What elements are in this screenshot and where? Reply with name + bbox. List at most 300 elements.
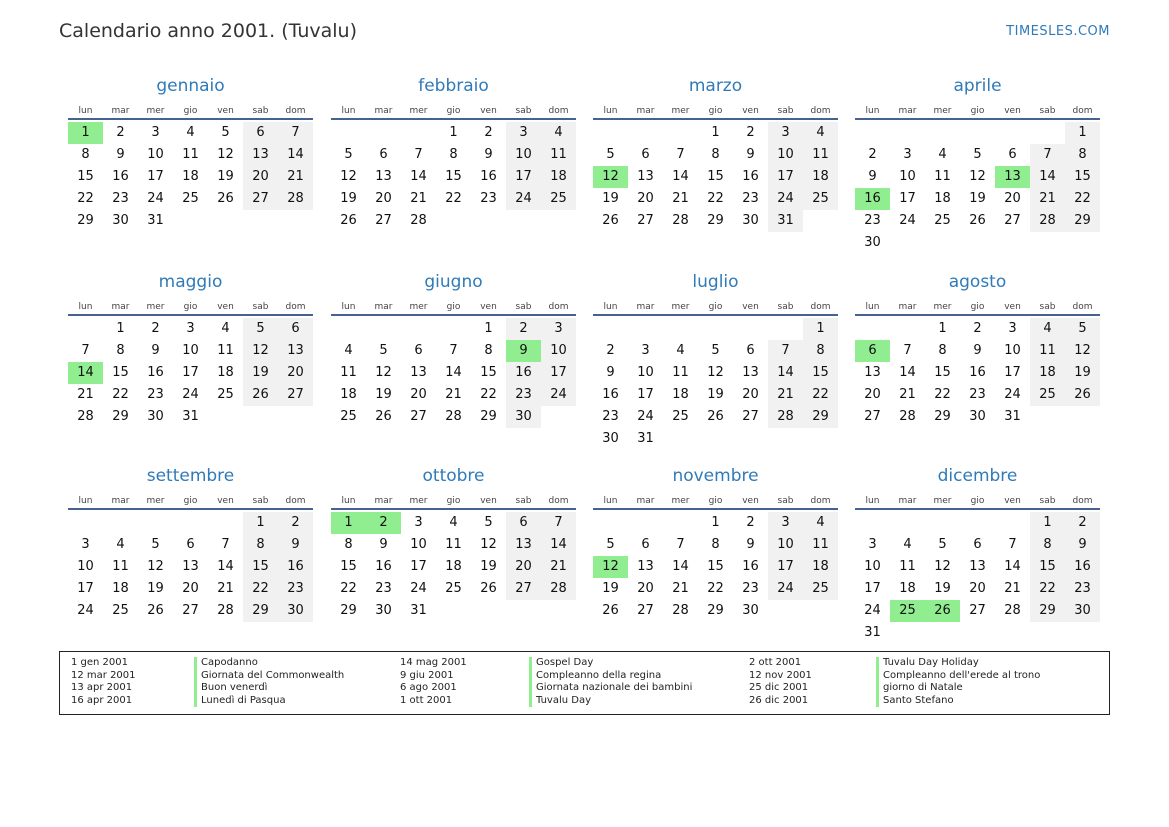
day-cell[interactable]: 11	[112, 559, 129, 574]
day-cell[interactable]: 7	[676, 147, 685, 162]
day-cell[interactable]: 9	[1065, 534, 1100, 556]
day-cell[interactable]: 13	[506, 534, 541, 556]
day-cell[interactable]: 9	[379, 537, 388, 552]
day-cell[interactable]: 19	[1065, 362, 1100, 384]
day-cell[interactable]: 9	[746, 537, 755, 552]
day-cell[interactable]: 27	[742, 409, 759, 424]
day-cell[interactable]: 3	[186, 321, 195, 336]
day-cell[interactable]: 21	[899, 387, 916, 402]
day-cell[interactable]: 4	[903, 537, 912, 552]
day-cell[interactable]: 3	[1008, 321, 1017, 336]
day-cell[interactable]: 30	[742, 213, 759, 228]
day-cell[interactable]: 15	[707, 559, 724, 574]
day-cell[interactable]: 28	[1004, 603, 1021, 618]
day-cell[interactable]: 11	[182, 147, 199, 162]
day-cell[interactable]: 23	[1065, 578, 1100, 600]
day-cell[interactable]: 19	[602, 191, 619, 206]
day-cell[interactable]: 31	[410, 603, 427, 618]
day-cell[interactable]: 24	[506, 188, 541, 210]
day-cell[interactable]: 5	[344, 147, 353, 162]
day-cell[interactable]: 5	[484, 515, 493, 530]
day-cell[interactable]: 18	[803, 166, 838, 188]
day-cell[interactable]: 10	[506, 144, 541, 166]
day-cell[interactable]: 6	[973, 537, 982, 552]
day-cell[interactable]: 11	[934, 169, 951, 184]
day-cell[interactable]: 8	[243, 534, 278, 556]
day-cell[interactable]: 30	[375, 603, 392, 618]
day-cell[interactable]: 26	[375, 409, 392, 424]
day-cell[interactable]: 22	[707, 581, 724, 596]
day-cell[interactable]: 23	[742, 581, 759, 596]
day-cell[interactable]: 23	[864, 213, 881, 228]
day-cell[interactable]: 26	[217, 191, 234, 206]
day-cell[interactable]: 14	[217, 559, 234, 574]
day-cell[interactable]: 7	[1030, 144, 1065, 166]
day-cell[interactable]: 21	[672, 581, 689, 596]
day-cell[interactable]: 15	[1030, 556, 1065, 578]
day-cell[interactable]: 10	[541, 340, 576, 362]
day-cell[interactable]: 17	[864, 581, 881, 596]
day-cell[interactable]: 17	[77, 581, 94, 596]
day-cell[interactable]: 16	[1065, 556, 1100, 578]
day-cell[interactable]: 21	[672, 191, 689, 206]
day-cell[interactable]: 11	[803, 534, 838, 556]
day-cell[interactable]: 1	[484, 321, 493, 336]
day-cell[interactable]: 18	[1030, 362, 1065, 384]
day-cell[interactable]: 28	[77, 409, 94, 424]
day-cell[interactable]: 22	[803, 384, 838, 406]
day-cell[interactable]: 15	[340, 559, 357, 574]
day-cell[interactable]: 8	[1065, 144, 1100, 166]
day-cell[interactable]: 17	[147, 169, 164, 184]
day-cell[interactable]: 19	[969, 191, 986, 206]
day-cell[interactable]: 21	[445, 387, 462, 402]
day-cell[interactable]: 5	[973, 147, 982, 162]
day-cell[interactable]: 3	[81, 537, 90, 552]
day-cell[interactable]: 1	[1030, 512, 1065, 534]
day-cell[interactable]: 21	[1004, 581, 1021, 596]
day-cell[interactable]: 17	[541, 362, 576, 384]
day-cell[interactable]: 1	[803, 318, 838, 340]
day-cell[interactable]: 17	[506, 166, 541, 188]
day-cell[interactable]: 25	[1030, 384, 1065, 406]
day-cell[interactable]: 27	[1004, 213, 1021, 228]
day-cell[interactable]: 4	[938, 147, 947, 162]
day-cell[interactable]: 6	[641, 537, 650, 552]
day-cell[interactable]: 15	[707, 169, 724, 184]
day-cell[interactable]: 15	[445, 169, 462, 184]
day-cell[interactable]: 9	[746, 147, 755, 162]
day-cell[interactable]: 2	[1065, 512, 1100, 534]
day-cell[interactable]: 24	[637, 409, 654, 424]
day-cell[interactable]: 20	[506, 556, 541, 578]
day-cell[interactable]: 18	[803, 556, 838, 578]
day-cell[interactable]: 18	[182, 169, 199, 184]
day-cell[interactable]: 11	[803, 144, 838, 166]
day-cell[interactable]: 7	[676, 537, 685, 552]
day-cell[interactable]: 5	[221, 125, 230, 140]
day-cell[interactable]: 7	[278, 122, 313, 144]
day-cell[interactable]: 24	[899, 213, 916, 228]
day-cell[interactable]: 19	[147, 581, 164, 596]
day-cell[interactable]: 5	[606, 147, 615, 162]
day-cell[interactable]: 26	[340, 213, 357, 228]
day-cell[interactable]: 28	[217, 603, 234, 618]
day-cell[interactable]: 12	[969, 169, 986, 184]
day-cell[interactable]: 17	[182, 365, 199, 380]
day-cell[interactable]: 5	[938, 537, 947, 552]
day-cell[interactable]: 3	[541, 318, 576, 340]
day-cell[interactable]: 15	[243, 556, 278, 578]
day-cell[interactable]: 6	[186, 537, 195, 552]
day-cell[interactable]: 2	[868, 147, 877, 162]
day-cell[interactable]: 18	[112, 581, 129, 596]
day-cell[interactable]: 1	[1065, 122, 1100, 144]
day-cell[interactable]: 25	[445, 581, 462, 596]
day-cell[interactable]: 25	[803, 188, 838, 210]
day-cell[interactable]: 9	[973, 343, 982, 358]
day-cell[interactable]: 6	[506, 512, 541, 534]
day-cell[interactable]: 28	[410, 213, 427, 228]
day-cell[interactable]: 24	[768, 578, 803, 600]
day-cell[interactable]: 5	[606, 537, 615, 552]
day-cell[interactable]: 24	[147, 191, 164, 206]
day-cell[interactable]: 10	[864, 559, 881, 574]
day-cell[interactable]: 12	[340, 169, 357, 184]
day-cell[interactable]: 28	[672, 603, 689, 618]
day-cell[interactable]: 16	[602, 387, 619, 402]
day-cell[interactable]: 13	[864, 365, 881, 380]
day-cell[interactable]: 28	[278, 188, 313, 210]
day-cell[interactable]: 3	[868, 537, 877, 552]
day-cell[interactable]: 8	[344, 537, 353, 552]
day-cell[interactable]: 4	[221, 321, 230, 336]
day-cell[interactable]: 26	[147, 603, 164, 618]
day-cell[interactable]: 4	[676, 343, 685, 358]
day-cell[interactable]: 25	[890, 600, 925, 622]
day-cell[interactable]: 9	[116, 147, 125, 162]
day-cell[interactable]: 6	[278, 318, 313, 340]
day-cell[interactable]: 20	[864, 387, 881, 402]
day-cell[interactable]: 18	[541, 166, 576, 188]
day-cell[interactable]: 24	[182, 387, 199, 402]
day-cell[interactable]: 8	[938, 343, 947, 358]
day-cell[interactable]: 31	[768, 210, 803, 232]
day-cell[interactable]: 27	[864, 409, 881, 424]
day-cell[interactable]: 26	[243, 384, 278, 406]
day-cell[interactable]: 12	[147, 559, 164, 574]
day-cell[interactable]: 29	[112, 409, 129, 424]
day-cell[interactable]: 24	[1004, 387, 1021, 402]
day-cell[interactable]: 12	[217, 147, 234, 162]
day-cell[interactable]: 4	[1030, 318, 1065, 340]
day-cell[interactable]: 7	[414, 147, 423, 162]
day-cell[interactable]: 20	[278, 362, 313, 384]
day-cell[interactable]: 18	[217, 365, 234, 380]
day-cell[interactable]: 10	[147, 147, 164, 162]
day-cell[interactable]: 20	[637, 581, 654, 596]
day-cell[interactable]: 13	[182, 559, 199, 574]
day-cell[interactable]: 23	[742, 191, 759, 206]
day-cell[interactable]: 18	[445, 559, 462, 574]
day-cell[interactable]: 20	[969, 581, 986, 596]
day-cell[interactable]: 9	[606, 365, 615, 380]
day-cell[interactable]: 2	[116, 125, 125, 140]
day-cell[interactable]: 20	[182, 581, 199, 596]
day-cell[interactable]: 13	[278, 340, 313, 362]
day-cell[interactable]: 20	[410, 387, 427, 402]
day-cell[interactable]: 31	[1004, 409, 1021, 424]
day-cell[interactable]: 11	[899, 559, 916, 574]
day-cell[interactable]: 25	[112, 603, 129, 618]
day-cell[interactable]: 7	[541, 512, 576, 534]
day-cell[interactable]: 19	[934, 581, 951, 596]
day-cell[interactable]: 29	[707, 603, 724, 618]
day-cell[interactable]: 12	[593, 556, 628, 578]
day-cell[interactable]: 1	[116, 321, 125, 336]
day-cell[interactable]: 22	[1065, 188, 1100, 210]
day-cell[interactable]: 15	[77, 169, 94, 184]
day-cell[interactable]: 10	[77, 559, 94, 574]
day-cell[interactable]: 23	[506, 384, 541, 406]
day-cell[interactable]: 14	[1004, 559, 1021, 574]
day-cell[interactable]: 6	[855, 340, 890, 362]
day-cell[interactable]: 29	[707, 213, 724, 228]
day-cell[interactable]: 14	[672, 169, 689, 184]
day-cell[interactable]: 11	[1030, 340, 1065, 362]
day-cell[interactable]: 18	[934, 191, 951, 206]
day-cell[interactable]: 8	[81, 147, 90, 162]
day-cell[interactable]: 28	[541, 578, 576, 600]
day-cell[interactable]: 15	[934, 365, 951, 380]
day-cell[interactable]: 19	[340, 191, 357, 206]
day-cell[interactable]: 28	[672, 213, 689, 228]
day-cell[interactable]: 14	[445, 365, 462, 380]
day-cell[interactable]: 26	[1065, 384, 1100, 406]
day-cell[interactable]: 14	[672, 559, 689, 574]
day-cell[interactable]: 14	[278, 144, 313, 166]
day-cell[interactable]: 22	[112, 387, 129, 402]
day-cell[interactable]: 21	[77, 387, 94, 402]
day-cell[interactable]: 30	[112, 213, 129, 228]
day-cell[interactable]: 19	[375, 387, 392, 402]
day-cell[interactable]: 26	[707, 409, 724, 424]
day-cell[interactable]: 19	[707, 387, 724, 402]
day-cell[interactable]: 20	[243, 166, 278, 188]
day-cell[interactable]: 14	[541, 534, 576, 556]
day-cell[interactable]: 26	[480, 581, 497, 596]
day-cell[interactable]: 24	[864, 603, 881, 618]
day-cell[interactable]: 3	[414, 515, 423, 530]
day-cell[interactable]: 9	[868, 169, 877, 184]
day-cell[interactable]: 4	[803, 512, 838, 534]
day-cell[interactable]: 30	[864, 235, 881, 250]
day-cell[interactable]: 23	[278, 578, 313, 600]
day-cell[interactable]: 25	[541, 188, 576, 210]
day-cell[interactable]: 12	[480, 537, 497, 552]
day-cell[interactable]: 6	[414, 343, 423, 358]
day-cell[interactable]: 30	[602, 431, 619, 446]
day-cell[interactable]: 7	[1008, 537, 1017, 552]
day-cell[interactable]: 6	[641, 147, 650, 162]
day-cell[interactable]: 27	[637, 603, 654, 618]
day-cell[interactable]: 18	[899, 581, 916, 596]
day-cell[interactable]: 11	[340, 365, 357, 380]
day-cell[interactable]: 2	[746, 125, 755, 140]
day-cell[interactable]: 13	[742, 365, 759, 380]
day-cell[interactable]: 26	[925, 600, 960, 622]
day-cell[interactable]: 11	[217, 343, 234, 358]
day-cell[interactable]: 22	[445, 191, 462, 206]
day-cell[interactable]: 16	[375, 559, 392, 574]
day-cell[interactable]: 18	[672, 387, 689, 402]
day-cell[interactable]: 30	[506, 406, 541, 428]
day-cell[interactable]: 23	[602, 409, 619, 424]
day-cell[interactable]: 11	[541, 144, 576, 166]
day-cell[interactable]: 20	[375, 191, 392, 206]
day-cell[interactable]: 22	[707, 191, 724, 206]
day-cell[interactable]: 17	[899, 191, 916, 206]
day-cell[interactable]: 8	[484, 343, 493, 358]
day-cell[interactable]: 3	[641, 343, 650, 358]
day-cell[interactable]: 29	[243, 600, 278, 622]
day-cell[interactable]: 16	[278, 556, 313, 578]
day-cell[interactable]: 27	[410, 409, 427, 424]
day-cell[interactable]: 27	[182, 603, 199, 618]
day-cell[interactable]: 3	[903, 147, 912, 162]
day-cell[interactable]: 25	[672, 409, 689, 424]
day-cell[interactable]: 14	[68, 362, 103, 384]
day-cell[interactable]: 8	[711, 147, 720, 162]
day-cell[interactable]: 21	[1030, 188, 1065, 210]
day-cell[interactable]: 29	[803, 406, 838, 428]
day-cell[interactable]: 12	[707, 365, 724, 380]
day-cell[interactable]: 7	[768, 340, 803, 362]
day-cell[interactable]: 6	[243, 122, 278, 144]
day-cell[interactable]: 10	[899, 169, 916, 184]
day-cell[interactable]: 16	[112, 169, 129, 184]
day-cell[interactable]: 19	[243, 362, 278, 384]
day-cell[interactable]: 25	[217, 387, 234, 402]
day-cell[interactable]: 16	[147, 365, 164, 380]
day-cell[interactable]: 16	[742, 559, 759, 574]
day-cell[interactable]: 15	[112, 365, 129, 380]
day-cell[interactable]: 25	[803, 578, 838, 600]
day-cell[interactable]: 28	[1030, 210, 1065, 232]
day-cell[interactable]: 3	[151, 125, 160, 140]
day-cell[interactable]: 12	[375, 365, 392, 380]
day-cell[interactable]: 9	[506, 340, 541, 362]
day-cell[interactable]: 23	[112, 191, 129, 206]
day-cell[interactable]: 6	[1008, 147, 1017, 162]
day-cell[interactable]: 12	[1065, 340, 1100, 362]
day-cell[interactable]: 19	[217, 169, 234, 184]
day-cell[interactable]: 13	[375, 169, 392, 184]
day-cell[interactable]: 1	[938, 321, 947, 336]
day-cell[interactable]: 20	[1004, 191, 1021, 206]
day-cell[interactable]: 31	[147, 213, 164, 228]
day-cell[interactable]: 30	[1065, 600, 1100, 622]
day-cell[interactable]: 19	[480, 559, 497, 574]
day-cell[interactable]: 2	[278, 512, 313, 534]
day-cell[interactable]: 12	[934, 559, 951, 574]
day-cell[interactable]: 16	[742, 169, 759, 184]
day-cell[interactable]: 17	[1004, 365, 1021, 380]
day-cell[interactable]: 21	[410, 191, 427, 206]
day-cell[interactable]: 4	[186, 125, 195, 140]
day-cell[interactable]: 4	[449, 515, 458, 530]
day-cell[interactable]: 27	[243, 188, 278, 210]
day-cell[interactable]: 21	[768, 384, 803, 406]
day-cell[interactable]: 16	[969, 365, 986, 380]
day-cell[interactable]: 29	[480, 409, 497, 424]
day-cell[interactable]: 28	[445, 409, 462, 424]
day-cell[interactable]: 8	[803, 340, 838, 362]
day-cell[interactable]: 1	[331, 512, 366, 534]
day-cell[interactable]: 9	[151, 343, 160, 358]
day-cell[interactable]: 22	[243, 578, 278, 600]
day-cell[interactable]: 11	[672, 365, 689, 380]
day-cell[interactable]: 7	[221, 537, 230, 552]
day-cell[interactable]: 24	[77, 603, 94, 618]
day-cell[interactable]: 17	[768, 556, 803, 578]
day-cell[interactable]: 2	[151, 321, 160, 336]
day-cell[interactable]: 24	[768, 188, 803, 210]
day-cell[interactable]: 29	[340, 603, 357, 618]
day-cell[interactable]: 27	[375, 213, 392, 228]
day-cell[interactable]: 17	[410, 559, 427, 574]
day-cell[interactable]: 15	[480, 365, 497, 380]
day-cell[interactable]: 30	[969, 409, 986, 424]
brand-link[interactable]: TIMESLES.COM	[1006, 24, 1110, 39]
day-cell[interactable]: 10	[768, 534, 803, 556]
day-cell[interactable]: 25	[934, 213, 951, 228]
day-cell[interactable]: 26	[602, 213, 619, 228]
day-cell[interactable]: 7	[81, 343, 90, 358]
day-cell[interactable]: 2	[366, 512, 401, 534]
day-cell[interactable]: 26	[969, 213, 986, 228]
day-cell[interactable]: 12	[243, 340, 278, 362]
day-cell[interactable]: 17	[768, 166, 803, 188]
day-cell[interactable]: 3	[506, 122, 541, 144]
day-cell[interactable]: 4	[541, 122, 576, 144]
day-cell[interactable]: 23	[969, 387, 986, 402]
day-cell[interactable]: 10	[410, 537, 427, 552]
day-cell[interactable]: 13	[243, 144, 278, 166]
day-cell[interactable]: 23	[147, 387, 164, 402]
day-cell[interactable]: 22	[77, 191, 94, 206]
day-cell[interactable]: 28	[899, 409, 916, 424]
day-cell[interactable]: 22	[340, 581, 357, 596]
day-cell[interactable]: 12	[593, 166, 628, 188]
day-cell[interactable]: 27	[506, 578, 541, 600]
day-cell[interactable]: 31	[864, 625, 881, 640]
day-cell[interactable]: 23	[375, 581, 392, 596]
day-cell[interactable]: 20	[742, 387, 759, 402]
day-cell[interactable]: 18	[340, 387, 357, 402]
day-cell[interactable]: 3	[768, 512, 803, 534]
day-cell[interactable]: 1	[243, 512, 278, 534]
day-cell[interactable]: 5	[151, 537, 160, 552]
day-cell[interactable]: 4	[803, 122, 838, 144]
day-cell[interactable]: 2	[973, 321, 982, 336]
day-cell[interactable]: 25	[340, 409, 357, 424]
day-cell[interactable]: 10	[637, 365, 654, 380]
day-cell[interactable]: 13	[410, 365, 427, 380]
day-cell[interactable]: 10	[182, 343, 199, 358]
day-cell[interactable]: 7	[449, 343, 458, 358]
day-cell[interactable]: 1	[711, 515, 720, 530]
